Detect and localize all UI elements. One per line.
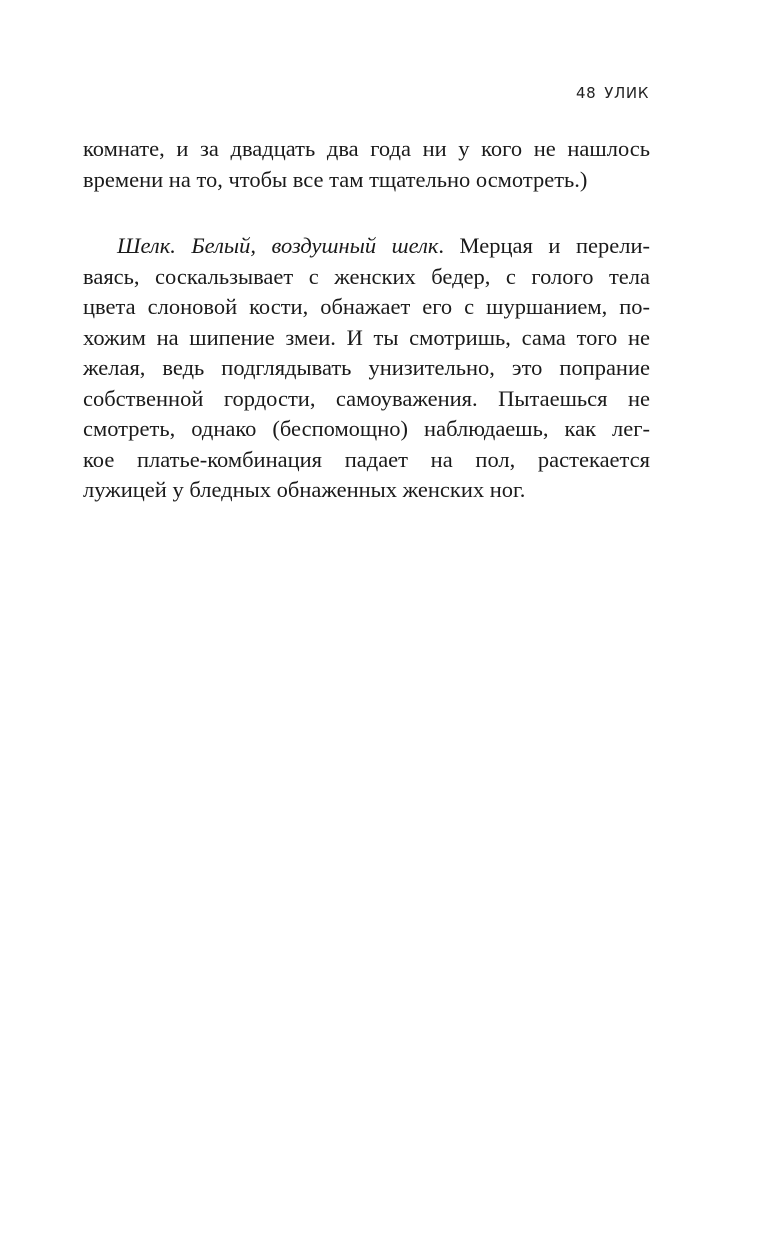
body-text [83,134,650,506]
text-line: смотреть, однако (беспомощно) наблюдаешь, как лег- [83,416,650,441]
text-line: собственной гордости, самоуважения. Пытаешься не [83,385,650,411]
text-run: . Мерцая и перели- [438,233,650,258]
text-line: лужицей у бледных обнаженных женских ног. [83,477,526,502]
paragraph-continuation [83,134,650,195]
text-line: времени на то, чтобы все там тщательно осмотреть.) [83,166,588,192]
italic-phrase: Шелк. Белый, воздушный шелк [117,233,439,258]
running-header [576,84,649,102]
text-line: цвета слоновой кости, обнажает его с шуршанием, по- [83,294,650,319]
text-line: комнате, и за двадцать два года ни у кого не нашлось [83,136,650,161]
paragraph [83,231,650,506]
text-line [83,231,650,262]
text-line: ваясь, соскальзывает с женских бедер, с голого тела [83,263,650,289]
page-number: 48 [576,84,597,102]
running-title: УЛИК [604,84,649,102]
text-line: кое платье-комбинация падает на пол, растекается [83,446,650,472]
text-line: желая, ведь подглядывать унизительно, это попрание [83,355,650,380]
text-line: хожим на шипение змеи. И ты смотришь, сама того не [83,324,650,350]
